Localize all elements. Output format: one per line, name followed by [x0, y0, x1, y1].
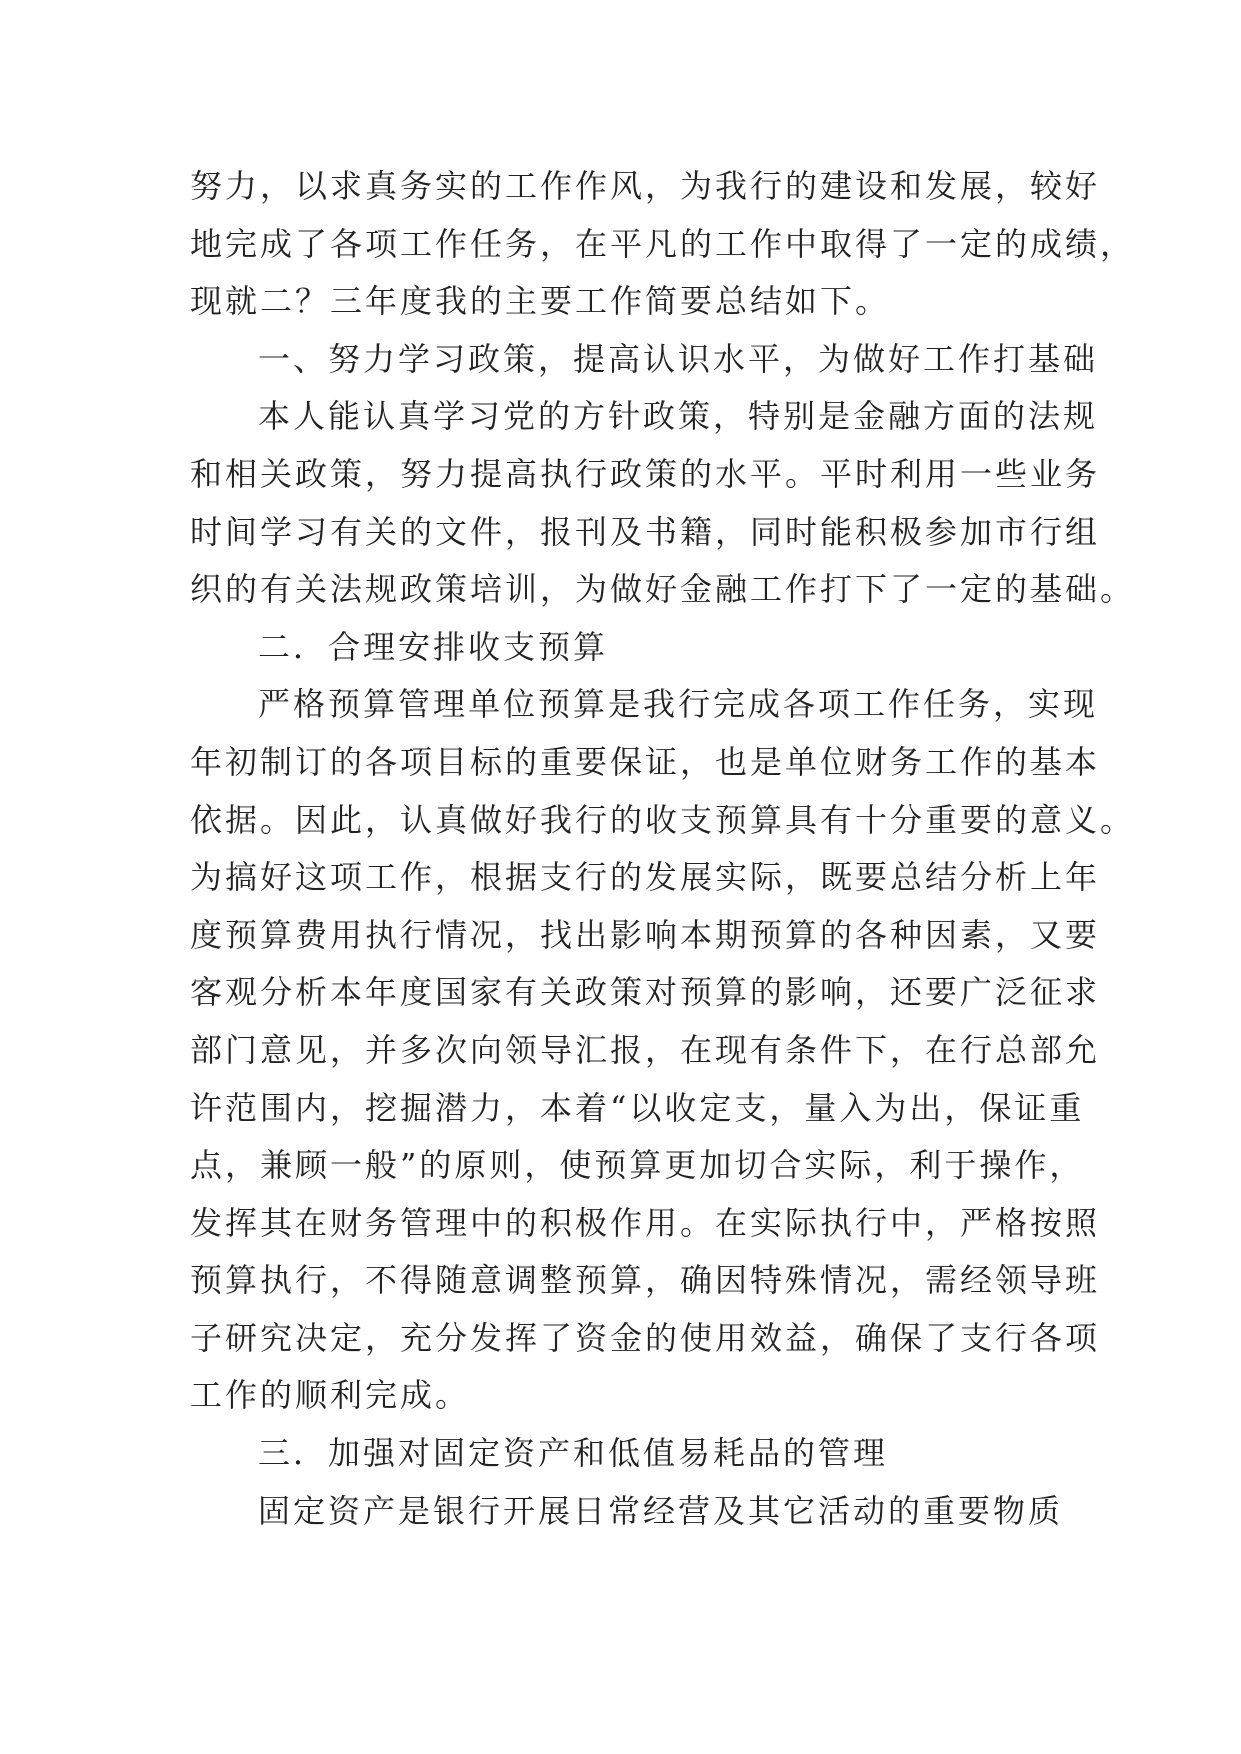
- text-line: 年初制订的各项目标的重要保证，也是单位财务工作的基本: [190, 742, 1101, 781]
- text-line: 织的有关法规政策培训，为做好金融工作打下了一定的基础。: [190, 570, 1136, 609]
- text-line: 许范围内，挖掘潜力，本着“以收定支，量入为出，保证重: [190, 1088, 1085, 1127]
- text-line: 努力，以求真务实的工作作风，为我行的建设和发展，较好: [190, 167, 1101, 205]
- text-line: 工作的顺利完成。: [190, 1376, 471, 1415]
- section-heading-3: 三．加强对固定资产和低值易耗品的管理: [258, 1434, 889, 1473]
- text-line: 地完成了各项工作任务，在平凡的工作中取得了一定的成绩，: [190, 224, 1136, 263]
- text-line: 客观分析本年度国家有关政策对预算的影响，还要广泛征求: [190, 973, 1101, 1012]
- text-line: 子研究决定，充分发挥了资金的使用效益，确保了支行各项: [190, 1318, 1101, 1357]
- text-line: 为搞好这项工作，根据支行的发展实际，既要总结分析上年: [190, 858, 1101, 897]
- text-line: 依据。因此，认真做好我行的收支预算具有十分重要的意义。: [190, 800, 1136, 839]
- section-heading-2: 二．合理安排收支预算: [258, 627, 609, 666]
- text-line: 预算执行，不得随意调整预算，确因特殊情况，需经领导班: [190, 1261, 1101, 1300]
- text-line: 时间学习有关的文件，报刊及书籍，同时能积极参加市行组: [190, 512, 1101, 551]
- text-line: 本人能认真学习党的方针政策，特别是金融方面的法规: [258, 397, 1099, 436]
- text-line: 度预算费用执行情况，找出影响本期预算的各种因素，又要: [190, 915, 1101, 954]
- text-line: 部门意见，并多次向领导汇报，在现有条件下，在行总部允: [190, 1030, 1101, 1069]
- section-heading-1: 一、努力学习政策，提高认识水平，为做好工作打基础: [258, 339, 1099, 378]
- text-line: 现就二？三年度我的主要工作简要总结如下。: [190, 282, 891, 321]
- text-line: 发挥其在财务管理中的积极作用。在实际执行中，严格按照: [190, 1203, 1101, 1242]
- text-line: 点，兼顾一般”的原则，使预算更加切合实际，利于操作，: [190, 1146, 1085, 1185]
- text-line: 和相关政策，努力提高执行政策的水平。平时利用一些业务: [190, 454, 1101, 493]
- document-body: [190, 158, 1136, 1540]
- text-line: 固定资产是银行开展日常经营及其它活动的重要物质: [258, 1491, 1064, 1530]
- text-line: 严格预算管理单位预算是我行完成各项工作任务，实现: [258, 685, 1099, 724]
